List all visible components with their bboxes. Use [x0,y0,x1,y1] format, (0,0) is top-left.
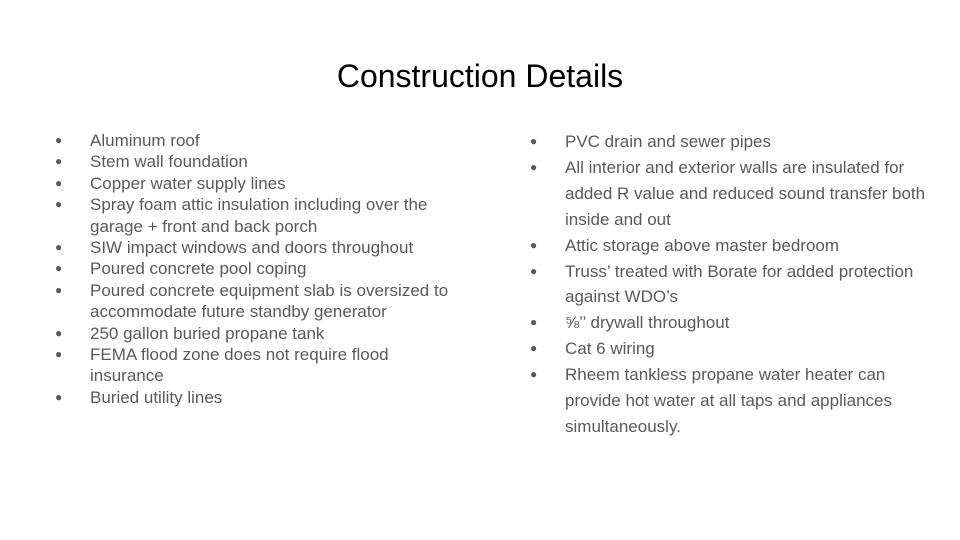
bullet-icon: ● [530,237,538,252]
list-item [55,280,455,323]
list-item-text: Cat 6 wiring [565,339,655,359]
bullet-icon: ● [55,261,63,276]
list-item [530,310,930,336]
right-bullet-list [530,129,930,440]
list-item [55,130,455,151]
bullet-icon: ● [55,282,63,297]
list-item-text: SIW impact windows and doors throughout [90,238,414,258]
list-item [55,173,455,194]
list-item-text: Copper water supply lines [90,173,286,193]
list-item-text: Truss’ treated with Borate for added protection against WDO’s [565,261,914,307]
list-item [55,151,455,172]
left-bullet-list [55,130,455,408]
list-item-text: PVC drain and sewer pipes [565,132,772,151]
list-item-text: Aluminum roof [90,131,200,150]
bullet-icon: ● [530,263,538,278]
bullet-icon: ● [530,367,538,382]
bullet-icon: ● [55,154,63,169]
bullet-icon: ● [530,134,538,148]
list-item [55,258,455,279]
list-item [530,155,930,233]
list-item-text: ⅝’’ drywall throughout [565,313,730,333]
bullet-icon: ● [55,240,63,255]
list-item-text: Attic storage above master bedroom [565,235,840,255]
list-item-text: Stem wall foundation [90,152,248,172]
bullet-icon: ● [530,315,538,330]
list-item [55,387,455,408]
list-item [530,259,930,311]
list-item [530,233,930,259]
list-item-text: Poured concrete pool coping [90,259,307,279]
list-item-text: All interior and exterior walls are insulated for added R value and reduced sound transfer both inside and out [565,157,926,229]
bullet-icon: ● [530,159,538,174]
list-item-text: Buried utility lines [90,387,223,407]
list-item [55,344,455,387]
list-item [530,336,930,362]
list-item-text: Poured concrete equipment slab is oversized to accommodate future standby generator [90,280,449,322]
bullet-icon: ● [55,175,63,190]
list-item-text: FEMA flood zone does not require flood insurance [90,345,389,386]
list-item-text: Rheem tankless propane water heater can provide hot water at all taps and appliances simultaneously. [565,365,892,436]
list-item-text: 250 gallon buried propane tank [90,323,325,343]
list-item [530,129,930,155]
bullet-icon: ● [55,197,63,212]
list-item [55,194,455,237]
list-item-text: Spray foam attic insulation including over the garage + front and back porch [90,195,428,236]
list-item [55,237,455,258]
list-item [530,362,930,440]
list-item [55,323,455,344]
bullet-icon: ● [55,133,63,147]
bullet-icon: ● [55,325,63,340]
bullet-icon: ● [55,347,63,362]
bullet-icon: ● [530,341,538,356]
bullet-icon: ● [55,389,63,404]
slide-title: Construction Details [336,58,624,94]
